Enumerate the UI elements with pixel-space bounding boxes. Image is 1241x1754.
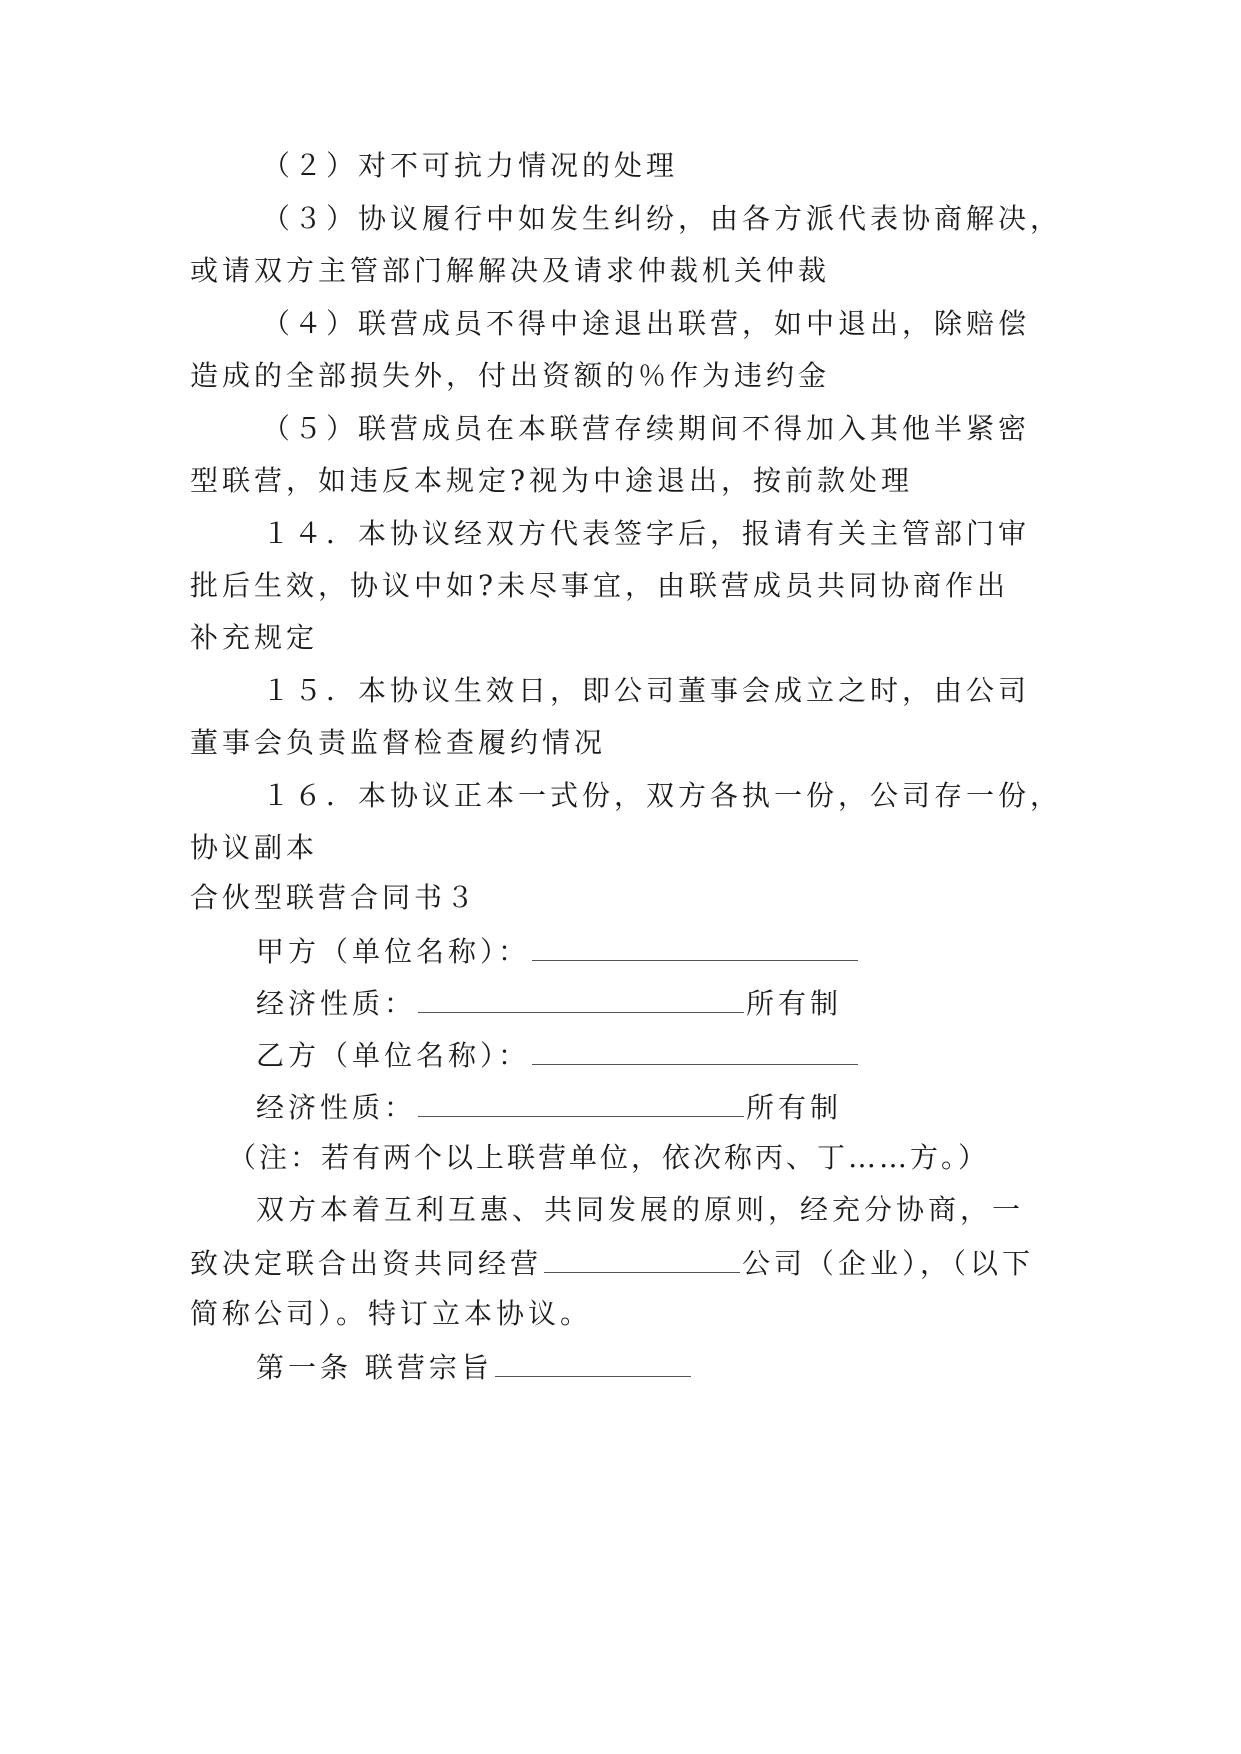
intro-line-2-end: 公司（企业），（以下 [742,1247,1035,1280]
article-14-line-2: 批后生效，协议中如?未尽事宜，由联营成员共同协商作出 [190,569,1010,602]
party-b-name-blank[interactable] [532,1034,858,1065]
party-b-nature-label: 经济性质： [256,1091,417,1124]
party-a-label: 甲方（单位名称）： [256,935,531,968]
clause-3-line-2: 或请双方主管部门解解决及请求仲裁机关仲裁 [190,254,831,287]
article-14-line-1: １４．本协议经双方代表签字后，报请有关主管部门审 [262,517,1031,550]
party-b-label: 乙方（单位名称）： [256,1039,531,1072]
article-1-row [256,1346,1136,1386]
purpose-blank[interactable] [495,1346,691,1377]
article-15-line-2: 董事会负责监督检查履约情况 [190,726,607,759]
party-b-nature-row [256,1086,1136,1126]
intro-line-1: 双方本着互利互惠、共同发展的原则，经充分协商，一 [256,1193,1025,1226]
clause-4-line-1: （４）联营成员不得中途退出联营，如中退出，除赔偿 [262,307,1031,340]
company-name-blank[interactable] [544,1242,740,1273]
party-note: （注：若有两个以上联营单位，依次称丙、丁……方。） [228,1141,990,1174]
contract-title: 合伙型联营合同书３ [190,881,479,914]
party-b-row [256,1034,1136,1074]
clause-5-line-1: （５）联营成员在本联营存续期间不得加入其他半紧密 [262,412,1031,445]
article-1-label: 第一条 联营宗旨 [256,1351,493,1384]
party-b-ownership-suffix: 所有制 [746,1091,843,1124]
article-14-line-3: 补充规定 [190,621,319,654]
party-a-nature-row [256,982,1136,1022]
party-a-ownership-suffix: 所有制 [746,987,843,1020]
party-a-name-blank[interactable] [532,930,858,961]
party-a-row [256,930,1136,970]
article-16-line-1: １６．本协议正本一式份，双方各执一份，公司存一份， [262,779,1063,812]
article-15-line-1: １５．本协议生效日，即公司董事会成立之时，由公司 [262,674,1031,707]
intro-line-2 [190,1242,1070,1282]
clause-2-text: （２）对不可抗力情况的处理 [262,149,679,182]
intro-line-2-start: 致决定联合出资共同经营 [190,1247,543,1280]
article-16-line-2: 协议副本 [190,831,319,864]
party-a-nature-label: 经济性质： [256,987,417,1020]
party-a-nature-blank[interactable] [418,982,744,1013]
clause-5-line-2: 型联营，如违反本规定?视为中途退出，按前款处理 [190,464,914,497]
intro-line-3: 简称公司）。特订立本协议。 [190,1297,593,1330]
party-b-nature-blank[interactable] [418,1086,744,1117]
clause-4-line-2: 造成的全部损失外，付出资额的％作为违约金 [190,359,831,392]
clause-3-line-1: （３）协议履行中如发生纠纷，由各方派代表协商解决， [262,202,1063,235]
